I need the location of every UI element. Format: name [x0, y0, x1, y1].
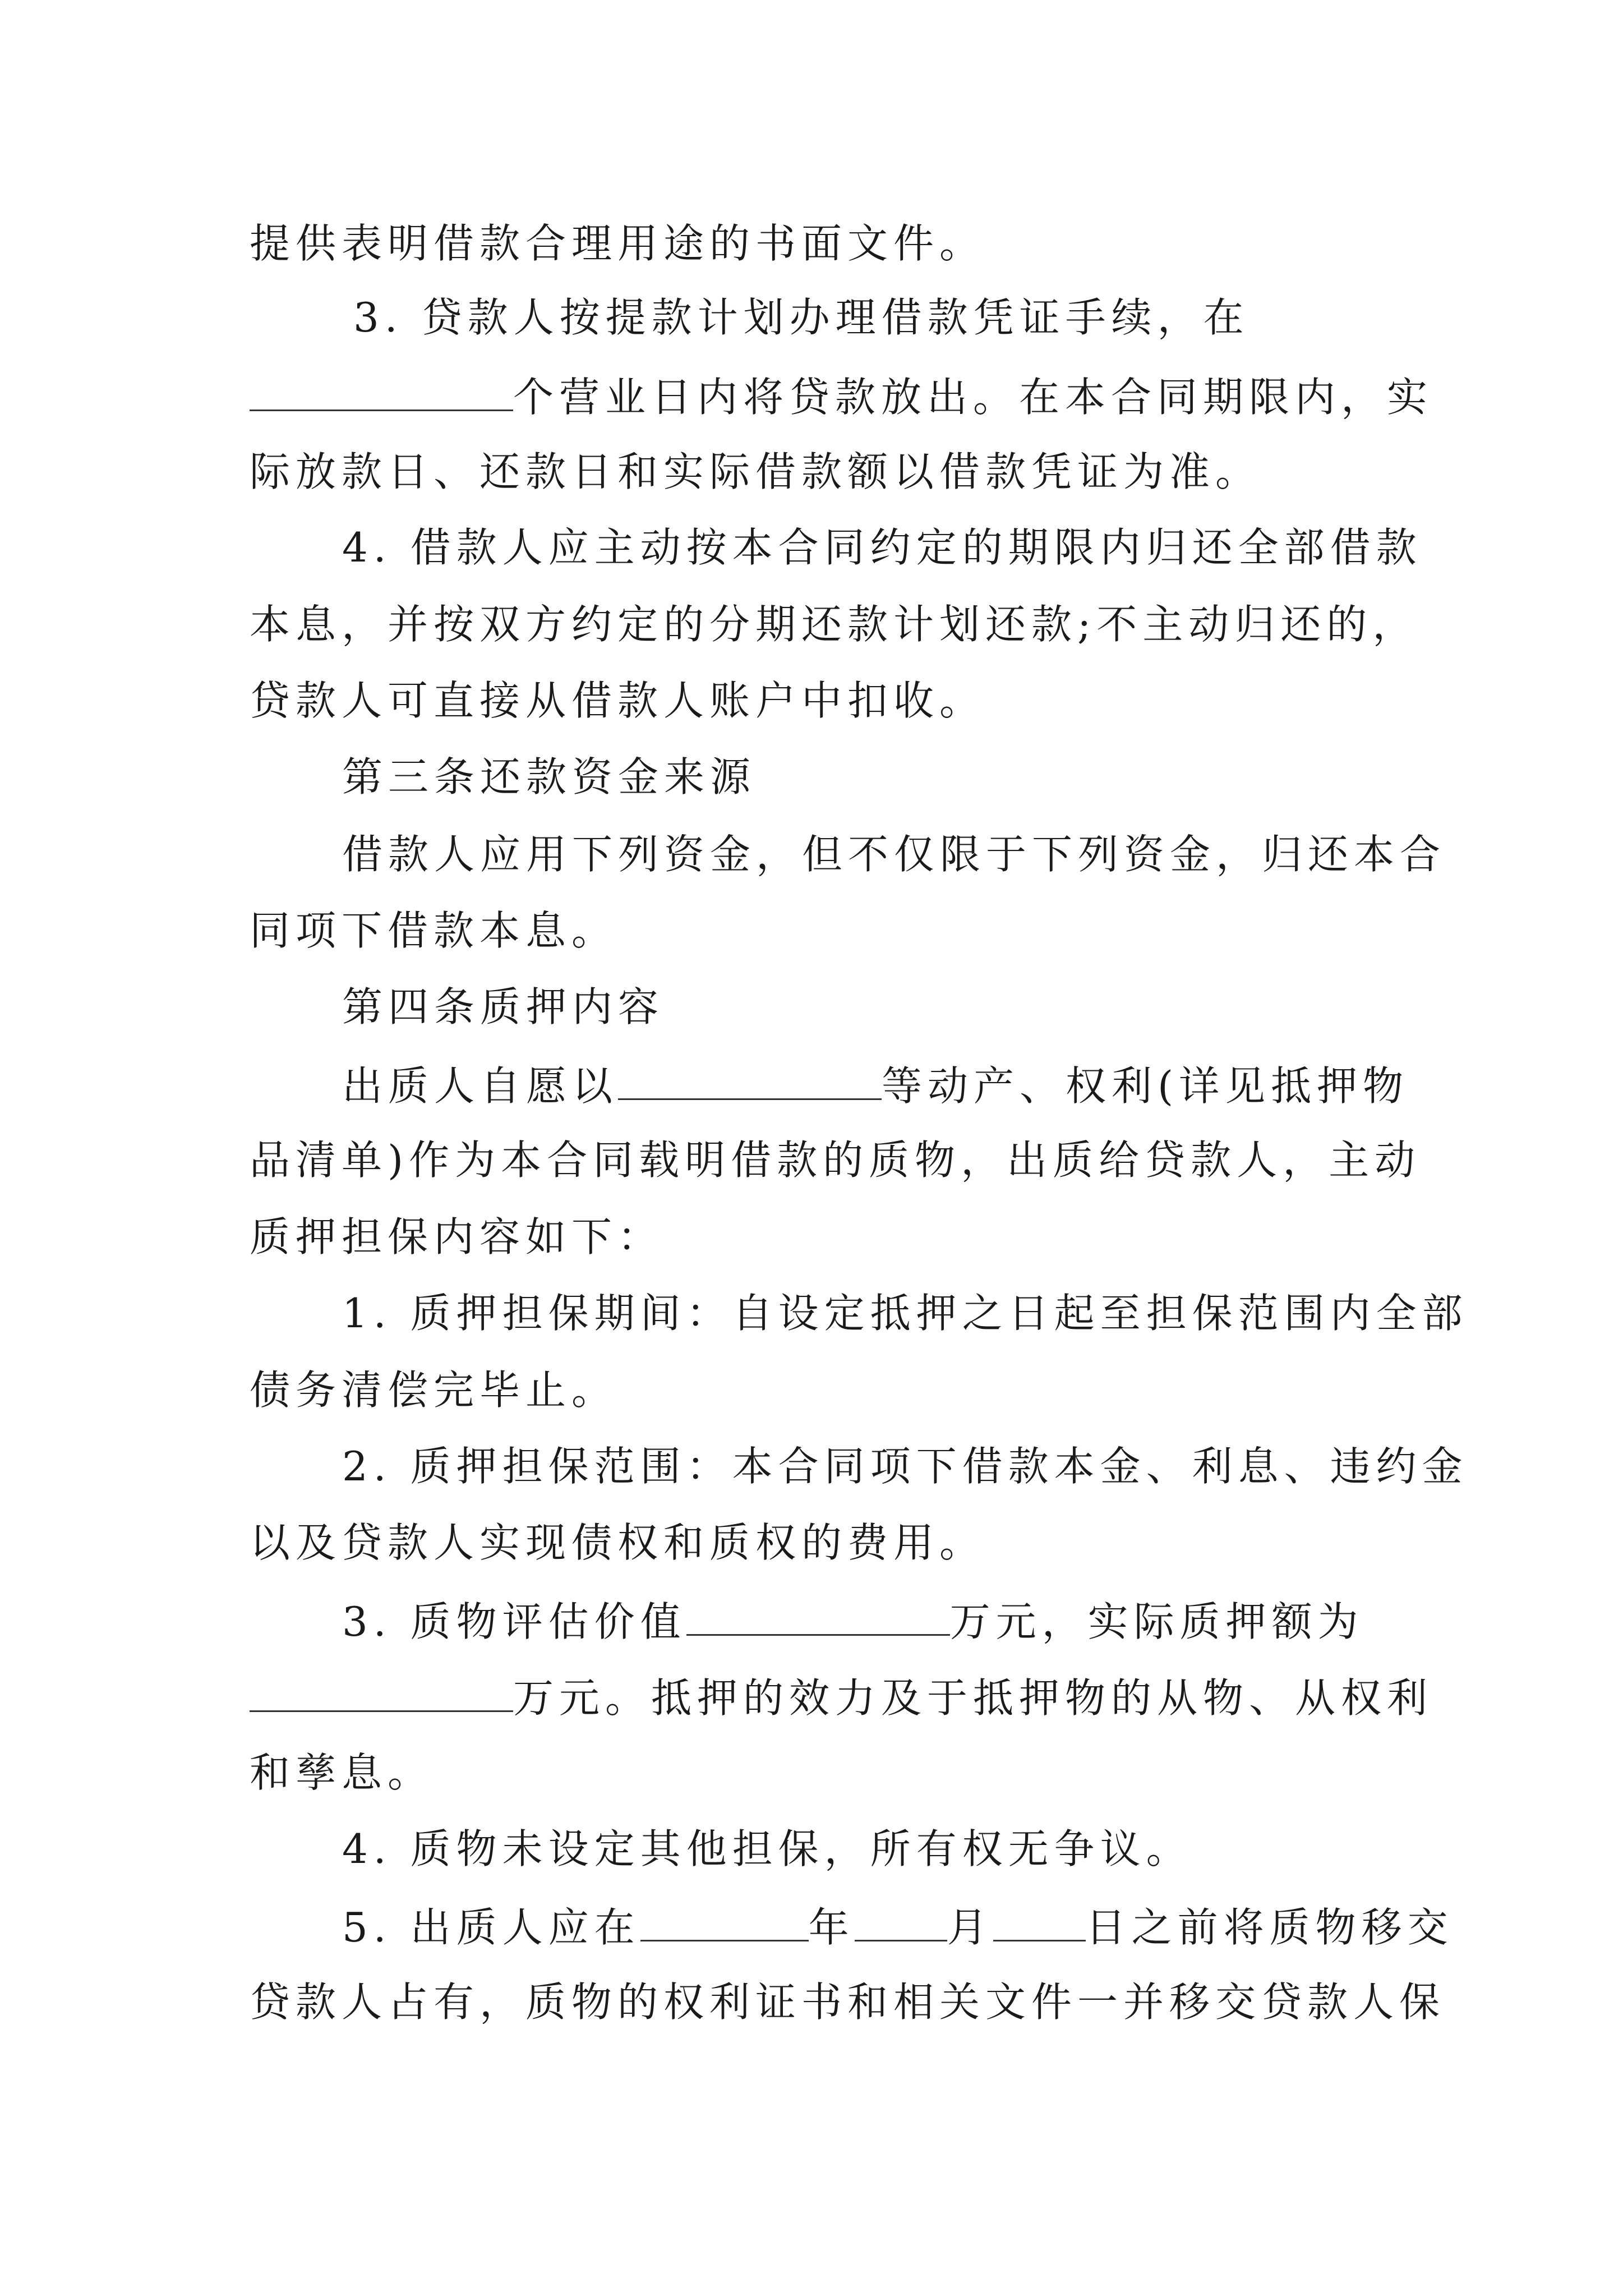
paragraph-line [342, 1062, 1409, 1110]
text-line: 贷款人可直接从借款人账户中扣收。 [250, 677, 986, 724]
paragraph-line [250, 220, 986, 267]
text-line: 债务清偿完毕止。 [250, 1366, 618, 1414]
text-line: 1. 质押担保期间：自设定抵押之日起至担保范围内全部 [342, 1290, 1468, 1337]
text-line: 4. 质物未设定其他担保，所有权无争议。 [342, 1825, 1192, 1872]
text-line: 日之前将质物移交 [1085, 1904, 1454, 1951]
paragraph-line [353, 294, 1249, 341]
text-line: 年 [808, 1904, 855, 1951]
text-line: 同项下借款本息。 [250, 907, 618, 954]
text-line: 提供表明借款合理用途的书面文件。 [250, 220, 986, 267]
text-line: 2. 质押担保范围：本合同项下借款本金、利息、违约金 [342, 1443, 1468, 1490]
paragraph-line [342, 1598, 1364, 1645]
year-blank[interactable] [640, 1905, 809, 1941]
fill-in-blank[interactable] [686, 1599, 950, 1636]
fill-in-blank[interactable] [250, 375, 513, 411]
fill-in-blank[interactable] [618, 1064, 882, 1100]
paragraph-line [250, 1519, 986, 1566]
section-heading [342, 983, 665, 1030]
text-line: 品清单)作为本合同载明借款的质物，出质给贷款人，主动 [250, 1137, 1421, 1184]
text-line: 万元。抵押的效力及于抵押物的从物、从权利 [513, 1674, 1433, 1722]
text-line: 4. 借款人应主动按本合同约定的期限内归还全部借款 [342, 524, 1422, 571]
paragraph-line [342, 1825, 1192, 1872]
heading-text: 第三条还款资金来源 [342, 753, 757, 800]
paragraph-line [250, 374, 1433, 421]
paragraph-line [250, 1366, 618, 1414]
paragraph-line [342, 1290, 1468, 1337]
text-line: 和孳息。 [250, 1749, 434, 1796]
fill-in-blank[interactable] [250, 1676, 513, 1712]
paragraph-line [250, 1213, 664, 1260]
heading-text: 第四条质押内容 [342, 983, 665, 1030]
text-line: 3. 贷款人按提款计划办理借款凭证手续，在 [353, 294, 1249, 341]
paragraph-line [250, 1137, 1421, 1184]
text-line: 万元，实际质押额为 [949, 1598, 1364, 1645]
text-line: 等动产、权利(详见抵押物 [882, 1062, 1409, 1110]
text-line: 本息，并按双方约定的分期还款计划还款;不主动归还的， [250, 601, 1419, 648]
text-line: 个营业日内将贷款放出。在本合同期限内，实 [513, 374, 1433, 421]
paragraph-line [250, 601, 1419, 648]
section-heading [342, 753, 757, 800]
paragraph-line [250, 907, 618, 954]
day-blank[interactable] [993, 1905, 1086, 1941]
paragraph-line [250, 1674, 1433, 1722]
text-line: 出质人自愿以 [342, 1062, 619, 1110]
paragraph-line [250, 448, 1262, 495]
text-line: 贷款人占有，质物的权利证书和相关文件一并移交贷款人保 [250, 1978, 1446, 2026]
text-line: 借款人应用下列资金，但不仅限于下列资金，归还本合 [342, 831, 1446, 878]
text-line: 3. 质物评估价值 [342, 1598, 686, 1645]
text-line: 月 [947, 1904, 993, 1951]
month-blank[interactable] [855, 1905, 947, 1941]
text-line: 5. 出质人应在 [342, 1904, 640, 1951]
text-line: 以及贷款人实现债权和质权的费用。 [250, 1519, 986, 1566]
paragraph-line [250, 677, 986, 724]
paragraph-line [342, 1443, 1468, 1490]
paragraph-line [342, 1904, 1454, 1951]
text-line: 际放款日、还款日和实际借款额以借款凭证为准。 [250, 448, 1262, 495]
text-line: 质押担保内容如下： [250, 1213, 664, 1260]
paragraph-line [342, 831, 1446, 878]
paragraph-line [342, 524, 1422, 571]
paragraph-line [250, 1749, 434, 1796]
paragraph-line [250, 1978, 1446, 2026]
